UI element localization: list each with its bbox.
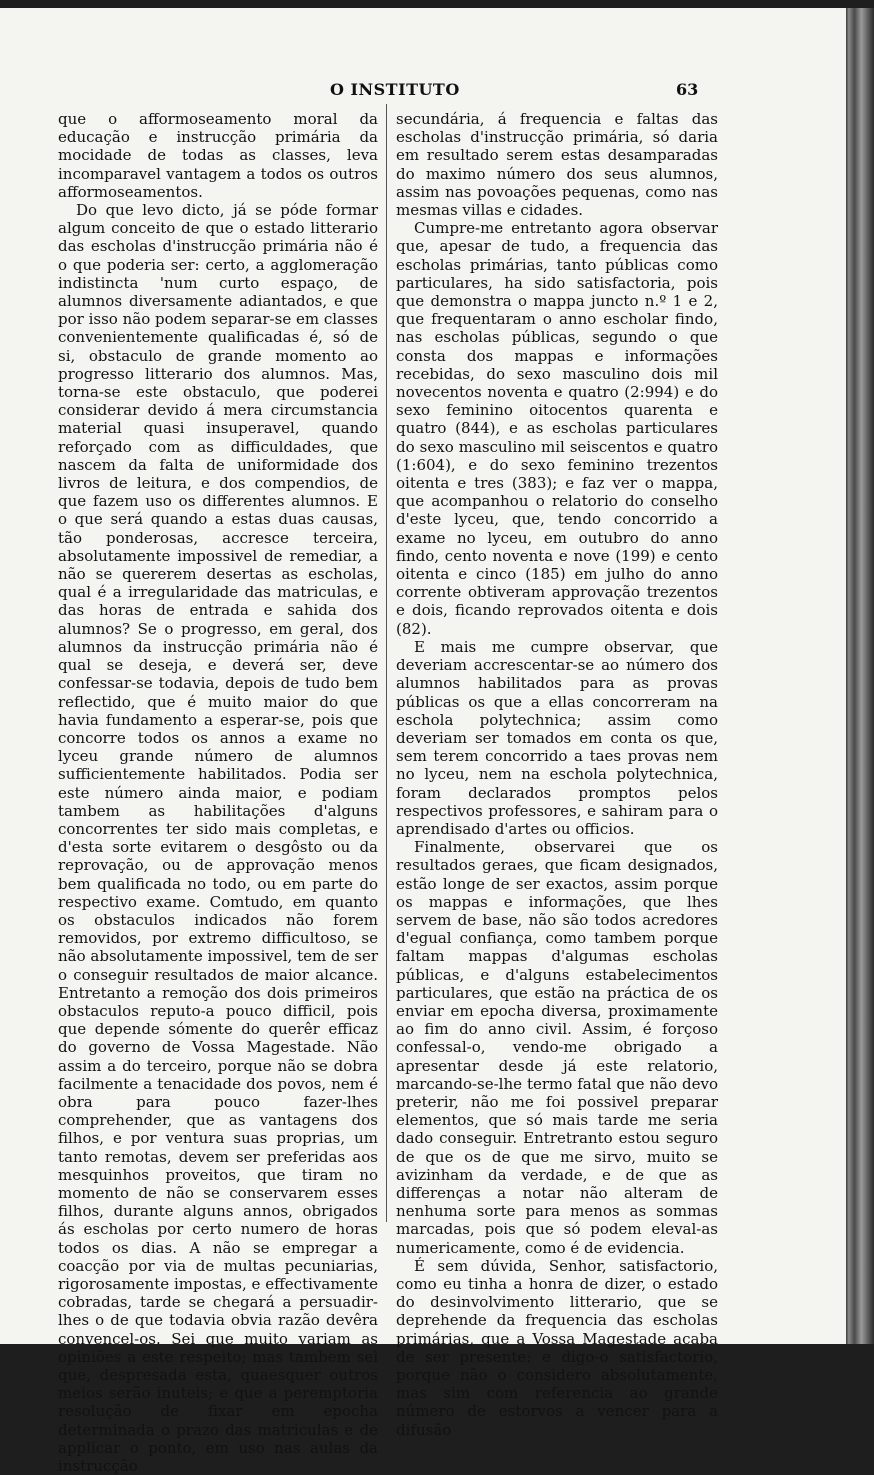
paragraph: E mais me cumpre observar, que deveriam accrescentar-se ao número dos alumnos habilitados para as provas públicas os que a ellas concorreram na eschola polytechnica; assim como deveriam ser tomados em conta os que, sem terem concorrido a taes provas nem no lyceu, nem na eschola polytechnica, foram declarados promptos pelos respectivos professores, e sahiram para o aprendisado d'artes ou officios. xyxy=(396,637,718,838)
book-page xyxy=(0,8,846,1475)
paragraph: que o afformoseamento moral da educação e instrucção primária da mocidade de todas as classes, leva incomparavel vantagem a todos os outros afformoseamentos. xyxy=(58,110,378,201)
paragraph: secundária, á frequencia e faltas das escholas d'instrucção primária, só daria em resultado serem estas desamparadas do maximo número dos seus alumnos, assim nas povoações pequenas, como nas mesmas villas e cidades. xyxy=(396,110,718,220)
paragraph: Finalmente, observarei que os resultados geraes, que ficam designados, estão longe de ser exactos, assim porque os mappas e informações, que lhes servem de base, não são todos acredores d'egual confiança, como tambem porque faltam mappas d'algumas escholas públicas, e d'alguns estabelecimentos particulares, que estão na práctica de os enviar em epocha diversa, proximamente ao fim do anno civil. Assim, é forçoso confessal-o, vendo-me obrigado a apresentar desde já este relatorio, marcando-se-lhe termo fatal que não devo preterir, não me foi possivel preparar elementos, que só mais tarde me seria dado conseguir. Entretranto estou seguro de que os de que me sirvo, muito se avizinham da verdade, e de que as differenças a notar não alteram de nenhuma sorte para menos as sommas marcadas, pois que só podem eleval-as numericamente, como é de evidencia. xyxy=(396,838,718,1257)
paragraph: Do que levo dicto, já se póde formar algum conceito de que o estado litterario das escholas d'instrucção primária não é o que poderia ser: certo, a agglomeração indistincta 'num curto espaço, de alumnos diversamente adiantados, e que por isso não podem separar-se em classes convenientemente qualificadas é, só de si, obstaculo de grande momento ao progresso litterario dos alumnos. Mas, torna-se este obstaculo, que poderei considerar devido á mera circumstancia material quasi insuperavel, quando reforçado com as difficuldades, que nascem da falta de uniformidade dos livros de leitura, e dos compendios, de que fazem uso os differentes alumnos. E o que será quando a estas duas causas, tão ponderosas, accresce terceira, absolutamente impossivel de remediar, a não se quererem desertas as escholas, qual é a irregularidade das matriculas, e das horas de entrada e sahida dos alumnos? Se o progresso, em geral, dos alumnos da instrucção primária não é qual se deseja, e deverá ser, deve confessar-se todavia, depois de tudo bem reflectido, que é muito maior do que havia fundamento a esperar-se, pois que concorre todos os annos a exame no lyceu grande número de alumnos sufficientemente habilitados. Podia ser este número ainda maior, e podiam tambem as habilitações d'alguns concorrentes ter sido mais completas, e d'esta sorte evitarem o desgôsto ou da reprovação, ou de approvação menos bem qualificada no todo, ou em parte do respectivo exame. Comtudo, em quanto os obstaculos indicados não forem removidos, por extremo difficultoso, se não absolutamente impossivel, tem de ser o conseguir resultados de maior alcance. Entretanto a remoção dos dois primeiros obstaculos reputo-a pouco difficil, pois que depende sómente do querêr efficaz do governo de Vossa Magestade. Não assim a do terceiro, porque não se dobra facilmente a tenacidade dos povos, nem é obra para pouco fazer-lhes comprehender, que as vantagens dos filhos, e por ventura suas proprias, um tanto remotas, devem ser preferidas aos mesquinhos proveitos, que tiram no momento de não se conservarem esses filhos, durante alguns annos, obrigados ás escholas por certo numero de horas todos os dias. A não se empregar a coacção por via de multas pecuniarias, rigorosamente impostas, e effectivamente cobradas, tarde se chegará a persuadir-lhes o de que todavia obvia razão devêra convencel-os. Sei que muito variam as opiniões a este respeito; mas tambem sei que, despresada esta, quaesquer outros meios serão inuteis; e que a peremptoria resolução de fixar em epocha determinada o prazo das matriculas e de applicar o ponto, em uso nas aulas da instrucção xyxy=(58,201,378,1475)
running-header xyxy=(0,80,846,104)
page-number: 63 xyxy=(676,80,699,99)
journal-title: O INSTITUTO xyxy=(330,80,460,99)
paragraph: Cumpre-me entretanto agora observar que, apesar de tudo, a frequencia das escholas primárias, tanto públicas como particulares, ha sido satisfactoria, pois que demonstra o mappa juncto n.º 1 e 2, que frequentaram o anno escholar findo, nas escholas públicas, segundo o que consta dos mappas e informações recebidas, do sexo masculino dois mil novecentos noventa e quatro (2:994) e do sexo feminino oitocentos quarenta e quatro (844), e as escholas particulares do sexo masculino mil seiscentos e quatro (1:604), e do sexo feminino trezentos oitenta e tres (383); e faz ver o mappa, que acompanhou o relatorio do conselho d'este lyceu, que, tendo concorrido a exame no lyceu, em outubro do anno findo, cento noventa e nove (199) e cento oitenta e cinco (185) em julho do anno corrente obtiveram approvação trezentos e dois, ficando reprovados oitenta e dois (82). xyxy=(396,219,718,638)
paragraph: É sem dúvida, Senhor, satisfactorio, como eu tinha a honra de dizer, o estado do desinvolvimento litterario, que se deprehende da frequencia das escholas primárias, que a Vossa Magestade acaba de ser presente: e digo-o satisfactorio, porque não o considero absolutamente, mas sim com referencia ao grande número de estorvos a vencer para a difusão xyxy=(396,1256,718,1439)
left-column xyxy=(58,110,378,1475)
page-edge xyxy=(846,8,874,1344)
right-column xyxy=(396,110,718,1439)
column-divider xyxy=(386,104,387,1222)
